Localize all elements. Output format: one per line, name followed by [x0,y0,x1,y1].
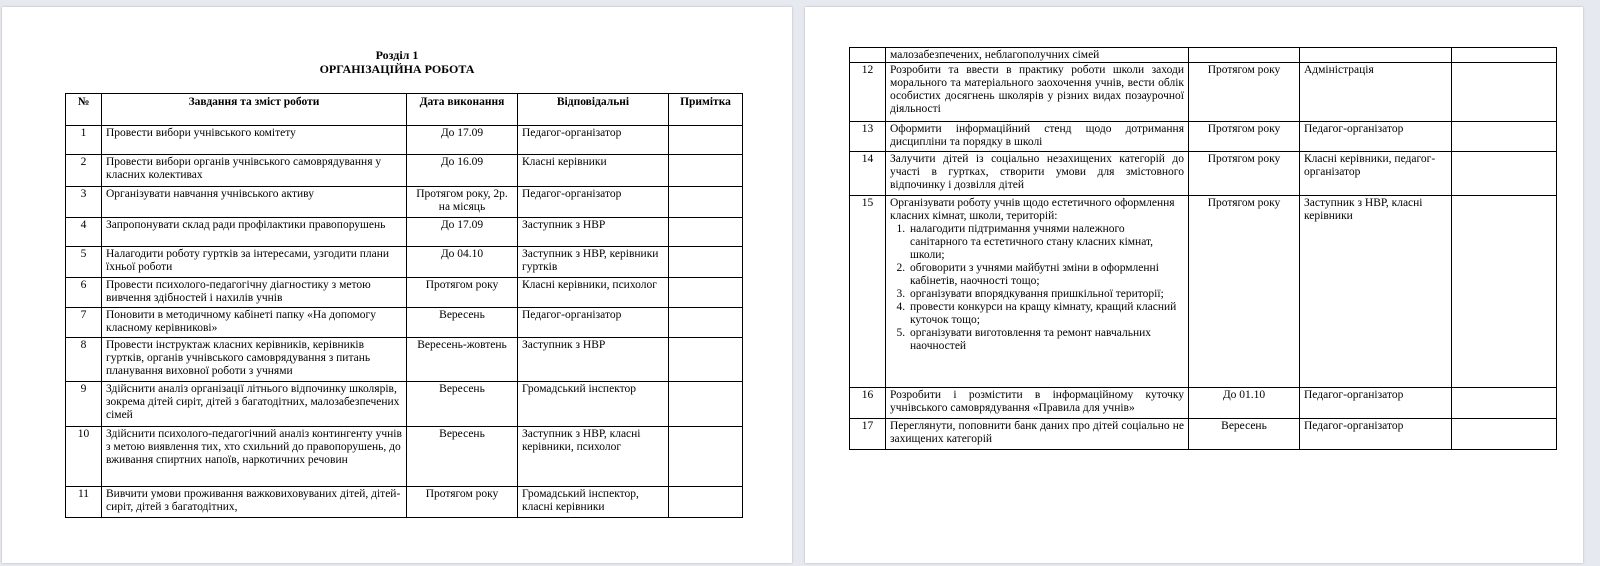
table-row [66,126,743,155]
row-note [669,382,743,427]
row-note [1452,152,1557,196]
row-task: Запропонувати склад ради профілактики правопорушень [102,218,407,247]
table-row [66,427,743,487]
row-task: Провести психолого-педагогічну діагностику з метою вивчення здібностей і нахилів учнів [102,278,407,308]
row-date: Вересень [1189,419,1300,450]
row-note [669,126,743,155]
table-row [66,382,743,427]
row-number: 8 [66,338,102,382]
row-task: Організувати роботу учнів щодо естетичного оформлення класних кімнат, школи, територій: [890,197,1175,222]
row-task: Здійснити аналіз організації літнього відпочинку школярів, зокрема дітей сиріт, дітей з багатодітних, малозабезпечених сімей [102,382,407,427]
row-responsible: Заступник з НВР [518,218,669,247]
row-date: Протягом року [1189,122,1300,152]
row-note [1452,63,1557,122]
table-row [850,388,1557,419]
table-header-row [66,94,743,126]
row-responsible: Педагог-організатор [518,126,669,155]
row-responsible: Класні керівники, педагог-організатор [1300,152,1452,196]
row-date: Протягом року, 2р. на місяць [407,187,518,218]
header-number: № [66,94,102,126]
plan-table-left [65,93,743,518]
row-note [669,247,743,278]
row-date: Вересень [407,427,518,487]
row-date: Протягом року [1189,63,1300,122]
row-date: Вересень-жовтень [407,338,518,382]
table-row [850,419,1557,450]
row-date: До 17.09 [407,218,518,247]
table-row [66,155,743,187]
row-number: 10 [66,427,102,487]
row-number: 15 [850,196,886,388]
row-task: Здійснити психолого-педагогічний аналіз контингенту учнів з метою виявлення тих, хто схильний до правопорушень, до вживання спиртних напоїв, наркотичних речовин [102,427,407,487]
row-date: Протягом року [1189,196,1300,388]
row-responsible: Заступник з НВР, класні керівники, психолог [518,427,669,487]
row-task: Поновити в методичному кабінеті папку «На допомогу класному керівникові» [102,308,407,338]
row-responsible [1300,48,1452,63]
table-row [66,247,743,278]
table-row [66,187,743,218]
row-task: малозабезпечених, неблагополучних сімей [886,48,1189,63]
list-item: 5. організувати виготовлення та ремонт навчальних наочностей [908,327,1184,353]
row-task: Провести вибори учнівського комітету [102,126,407,155]
row-number: 16 [850,388,886,419]
row-number: 6 [66,278,102,308]
row-task: Провести вибори органів учнівського самоврядування у класних колективах [102,155,407,187]
list-item: 3. організувати впорядкування пришкільної території; [908,288,1184,301]
document-page-right [805,7,1583,563]
row-note [669,487,743,518]
section-title: Розділ 1 [375,48,419,62]
row-task: Вивчити умови проживання важковиховуваних дітей, дітей-сиріт, дітей з багатодітних, [102,487,407,518]
row-number: 1 [66,126,102,155]
row-note [669,187,743,218]
row-responsible: Адміністрація [1300,63,1452,122]
list-item: 1. налагодити підтримання учнями належного санітарного та естетичного стану класних кімнат, школи; [908,223,1184,262]
row-date: До 04.10 [407,247,518,278]
row-task: Розробити і розмістити в інформаційному куточку учнівського самоврядування «Правила для учнів» [886,388,1189,419]
row-note [669,278,743,308]
row-number: 13 [850,122,886,152]
row-responsible: Педагог-організатор [518,187,669,218]
row-task: Переглянути, поповнити банк даних про дітей соціально не захищених категорій [886,419,1189,450]
row-number: 12 [850,63,886,122]
table-row [850,122,1557,152]
row-number: 3 [66,187,102,218]
row-date: Вересень [407,382,518,427]
row-date: До 16.09 [407,155,518,187]
row-responsible: Громадський інспектор [518,382,669,427]
row-note [1452,122,1557,152]
subtask-list [890,223,1184,353]
row-note [669,218,743,247]
row-responsible: Заступник з НВР [518,338,669,382]
row-responsible: Громадський інспектор, класні керівники [518,487,669,518]
row-task: Залучити дітей із соціально незахищених категорій до участі в гуртках, створити умови для змістовного відпочинку і дозвілля дітей [886,152,1189,196]
row-responsible: Педагог-організатор [518,308,669,338]
row-number: 4 [66,218,102,247]
table-row [66,338,743,382]
row-note [1452,419,1557,450]
table-row-continuation [850,48,1557,63]
document-page-left [2,7,792,563]
row-number: 17 [850,419,886,450]
row-note [1452,48,1557,63]
row-number: 11 [66,487,102,518]
row-number: 9 [66,382,102,427]
row-note [669,155,743,187]
row-date: Протягом року [407,487,518,518]
row-number: 14 [850,152,886,196]
row-number: 5 [66,247,102,278]
header-responsible: Відповідальні [518,94,669,126]
header-task: Завдання та зміст роботи [102,94,407,126]
row-responsible: Педагог-організатор [1300,419,1452,450]
row-number [850,48,886,63]
table-row [850,196,1557,388]
row-date: Вересень [407,308,518,338]
row-number: 2 [66,155,102,187]
header-date: Дата виконання [407,94,518,126]
section-subtitle: ОРГАНІЗАЦІЙНА РОБОТА [319,62,475,76]
row-date: До 01.10 [1189,388,1300,419]
table-row [66,308,743,338]
row-responsible: Класні керівники, психолог [518,278,669,308]
row-number: 7 [66,308,102,338]
row-task: Оформити інформаційний стенд щодо дотримання дисципліни та порядку в школі [886,122,1189,152]
row-responsible: Педагог-організатор [1300,122,1452,152]
table-row [850,63,1557,122]
row-date [1189,48,1300,63]
row-responsible: Заступник з НВР, керівники гуртків [518,247,669,278]
plan-table-right [849,47,1557,450]
row-note [669,427,743,487]
row-note [669,338,743,382]
row-responsible: Заступник з НВР, класні керівники [1300,196,1452,388]
row-date: До 17.09 [407,126,518,155]
table-row [850,152,1557,196]
row-task: Провести інструктаж класних керівників, керівників гуртків, органів учнівського самоврядування з питань планування виховної роботи з учнями [102,338,407,382]
row-task: Організувати навчання учнівського активу [102,187,407,218]
row-task: Розробити та ввести в практику роботи школи заходи морального та матеріального заохочення учнів, вести облік особистих досягнень школярів у різних видах позаурочної діяльності [886,63,1189,122]
row-date: Протягом року [1189,152,1300,196]
table-row [66,487,743,518]
table-row [66,278,743,308]
list-item: 4. провести конкурси на кращу кімнату, кращий класний куточок тощо; [908,301,1184,327]
row-task: Налагодити роботу гуртків за інтересами, узгодити плани їхньої роботи [102,247,407,278]
row-note [669,308,743,338]
row-responsible: Педагог-організатор [1300,388,1452,419]
row-note [1452,388,1557,419]
list-item: 2. обговорити з учнями майбутні зміни в оформленні кабінетів, наочності тощо; [908,262,1184,288]
header-note: Примітка [669,94,743,126]
row-date: Протягом року [407,278,518,308]
row-task-with-list [886,196,1189,388]
row-note [1452,196,1557,388]
table-row [66,218,743,247]
row-responsible: Класні керівники [518,155,669,187]
